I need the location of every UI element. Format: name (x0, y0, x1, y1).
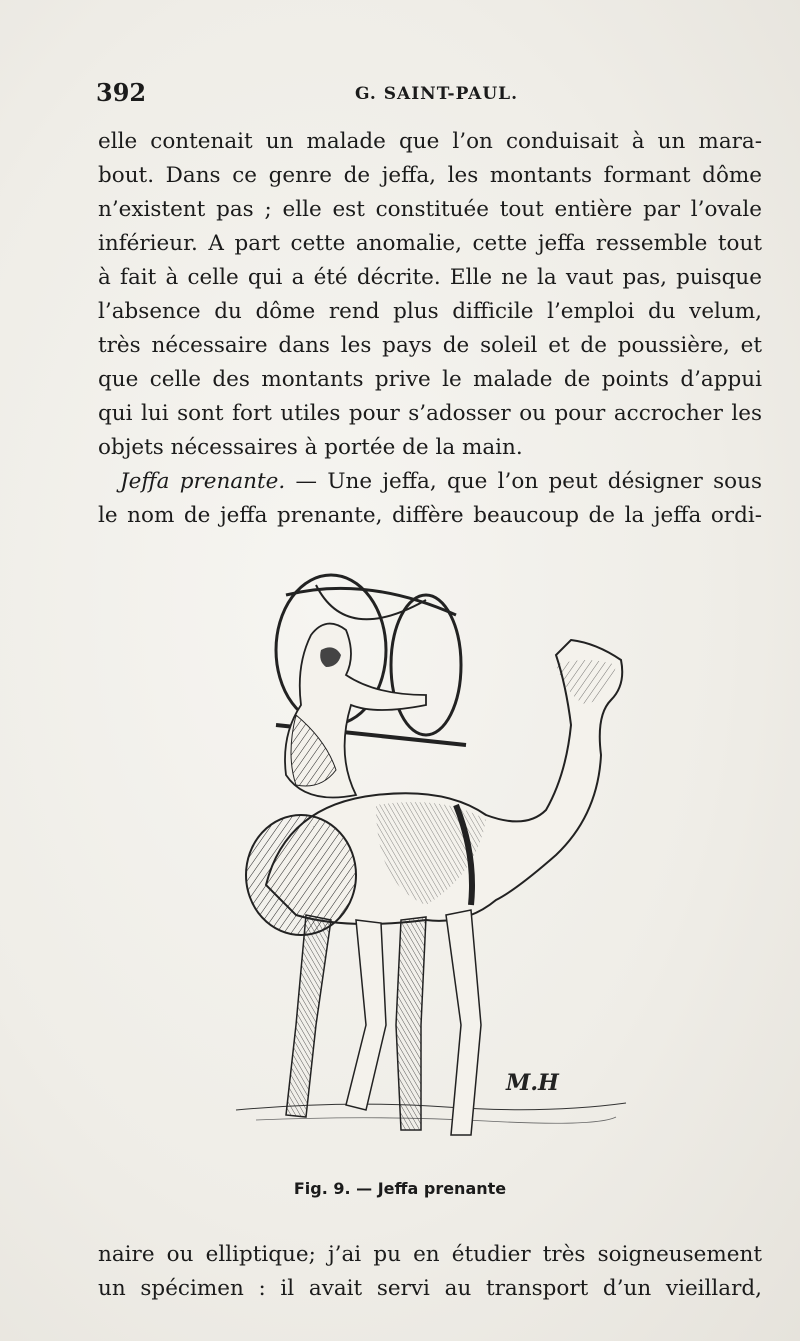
text-line: un spécimen : il avait servi au transport d’un vieillard, (98, 1276, 762, 1301)
section-title: Jeffa prenante. (120, 469, 286, 494)
figure-illustration (226, 555, 636, 1145)
text-line: très nécessaire dans les pays de soleil et de poussière, et (98, 333, 762, 358)
artist-signature: M.H (506, 1070, 559, 1096)
text-line: n’existent pas ; elle est constituée tout entière par l’ovale (98, 197, 762, 222)
text-line: naire ou elliptique; j’ai pu en étudier très soigneusement (98, 1242, 762, 1267)
text-line: que celle des montants prive le malade de points d’appui (98, 367, 762, 392)
text-line: qui lui sont fort utiles pour s’adosser ou pour accrocher les (98, 401, 762, 426)
body-text (98, 125, 762, 533)
figure-caption: Fig. 9. — Jeffa prenante (293, 1179, 507, 1198)
section-text: — Une jeffa, que l’on peut désigner sous (285, 469, 763, 494)
camel-with-jeffa-engraving (226, 555, 636, 1145)
section-paragraph-start (98, 465, 762, 499)
body-text-continued (98, 1238, 762, 1306)
page-header (96, 78, 756, 114)
text-line: inférieur. A part cette anomalie, cette jeffa ressemble tout (98, 231, 762, 256)
text-line: bout. Dans ce genre de jeffa, les montants formant dôme (98, 163, 762, 188)
text-line: objets nécessaires à portée de la main. (98, 435, 523, 460)
text-line: à fait à celle qui a été décrite. Elle ne la vaut pas, puisque (98, 265, 762, 290)
running-head: G. SAINT-PAUL. (355, 84, 519, 104)
text-line: l’absence du dôme rend plus difficile l’emploi du velum, (98, 299, 762, 324)
text-line: elle contenait un malade que l’on conduisait à un mara- (98, 129, 762, 154)
page-number: 392 (96, 78, 147, 107)
text-line: le nom de jeffa prenante, diffère beaucoup de la jeffa ordi- (98, 503, 762, 528)
